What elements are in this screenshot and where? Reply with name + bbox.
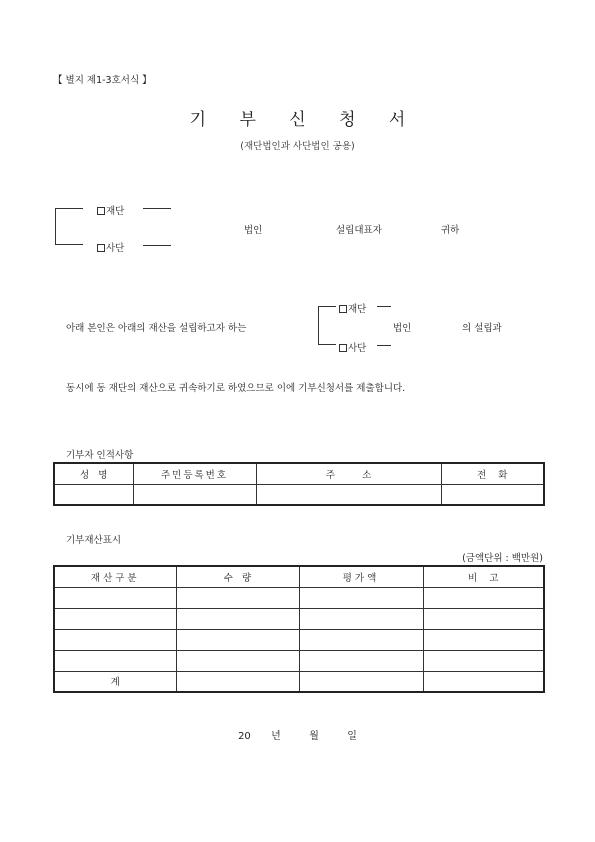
- property-cell[interactable]: [176, 587, 299, 608]
- donor-section-title: 기부자 인적사항: [66, 450, 134, 461]
- date-line: [0, 727, 595, 742]
- property-cell[interactable]: [423, 587, 544, 608]
- checkbox-statement-association[interactable]: [339, 344, 347, 352]
- property-cell[interactable]: [299, 587, 423, 608]
- property-cell[interactable]: [54, 608, 176, 629]
- foundation-blank-line: [143, 208, 171, 209]
- date-month-label: 월: [309, 731, 319, 742]
- property-cell[interactable]: [54, 650, 176, 671]
- representative-label: 설립대표자: [336, 225, 382, 236]
- statement-option-foundation[interactable]: [339, 301, 366, 315]
- property-total-remarks-cell[interactable]: [423, 671, 544, 692]
- property-cell[interactable]: [54, 587, 176, 608]
- donor-table-header-row: [54, 463, 544, 484]
- bracket-vertical-line: [55, 208, 56, 244]
- checkbox-association[interactable]: [97, 244, 105, 252]
- property-total-quantity-cell[interactable]: [176, 671, 299, 692]
- bracket-top-line: [55, 208, 83, 209]
- donor-id-number-cell[interactable]: [133, 484, 256, 505]
- property-cell[interactable]: [176, 608, 299, 629]
- property-table: [53, 565, 545, 693]
- honorific-label: 귀하: [441, 225, 460, 236]
- property-table-row: [54, 629, 544, 650]
- property-header-remarks: 비 고: [423, 566, 544, 587]
- document-subtitle: (재단법인과 사단법인 공용): [240, 141, 355, 152]
- donor-header-address: 주 소: [256, 463, 441, 484]
- checkbox-statement-foundation[interactable]: [339, 305, 347, 313]
- date-year-label: 년: [271, 731, 281, 742]
- statement-establish-suffix: 의 설립과: [462, 323, 502, 334]
- donor-name-cell[interactable]: [54, 484, 133, 505]
- document-title: 기 부 신 청 서: [189, 110, 420, 130]
- property-total-label: 계: [54, 671, 176, 692]
- checkbox-foundation[interactable]: [97, 207, 105, 215]
- property-cell[interactable]: [176, 650, 299, 671]
- association-blank-line: [143, 245, 171, 246]
- statement-association-line: [377, 345, 391, 346]
- corporation-label: 법인: [244, 225, 263, 236]
- statement-bracket-top: [318, 306, 336, 307]
- statement-option-foundation-label: 재단: [348, 304, 367, 315]
- form-number: 【 별지 제1-3호서식 】: [53, 75, 152, 86]
- donor-header-phone: 전 화: [441, 463, 544, 484]
- donor-header-id-number: 주민등록번호: [133, 463, 256, 484]
- property-cell[interactable]: [299, 650, 423, 671]
- option-association[interactable]: [97, 240, 124, 254]
- property-table-row: [54, 587, 544, 608]
- donor-phone-cell[interactable]: [441, 484, 544, 505]
- statement-intro: 아래 본인은 아래의 재산을 설립하고자 하는: [66, 323, 247, 334]
- option-foundation[interactable]: [97, 203, 124, 217]
- property-table-header-row: [54, 566, 544, 587]
- statement-bracket-bottom: [318, 344, 336, 345]
- option-foundation-label: 재단: [106, 206, 125, 217]
- property-cell[interactable]: [176, 629, 299, 650]
- property-cell[interactable]: [299, 608, 423, 629]
- donor-address-cell[interactable]: [256, 484, 441, 505]
- property-cell[interactable]: [423, 650, 544, 671]
- property-total-value-cell[interactable]: [299, 671, 423, 692]
- property-table-total-row: [54, 671, 544, 692]
- property-cell[interactable]: [299, 629, 423, 650]
- statement-body: 동시에 동 재단의 재산으로 귀속하기로 하였으므로 이에 기부신청서를 제출합니다.: [66, 383, 406, 394]
- donor-table: [53, 462, 545, 506]
- statement-option-association-label: 사단: [348, 343, 367, 354]
- property-unit-note: (금액단위 : 백만원): [462, 553, 543, 564]
- date-day-label: 일: [347, 731, 357, 742]
- property-section-title: 기부재산표시: [66, 535, 122, 546]
- donor-header-name: 성 명: [54, 463, 133, 484]
- property-header-quantity: 수 량: [176, 566, 299, 587]
- bracket-bottom-line: [55, 244, 83, 245]
- property-header-category: 재산구분: [54, 566, 176, 587]
- option-association-label: 사단: [106, 243, 125, 254]
- donor-table-row: [54, 484, 544, 505]
- statement-bracket-vertical: [318, 306, 319, 344]
- property-cell[interactable]: [423, 608, 544, 629]
- date-year-prefix: 20: [238, 731, 251, 742]
- statement-foundation-line: [377, 306, 391, 307]
- property-table-row: [54, 650, 544, 671]
- property-cell[interactable]: [423, 629, 544, 650]
- property-cell[interactable]: [54, 629, 176, 650]
- statement-option-association[interactable]: [339, 340, 366, 354]
- property-header-value: 평가액: [299, 566, 423, 587]
- statement-corporation-label: 법인: [393, 323, 412, 334]
- property-table-row: [54, 608, 544, 629]
